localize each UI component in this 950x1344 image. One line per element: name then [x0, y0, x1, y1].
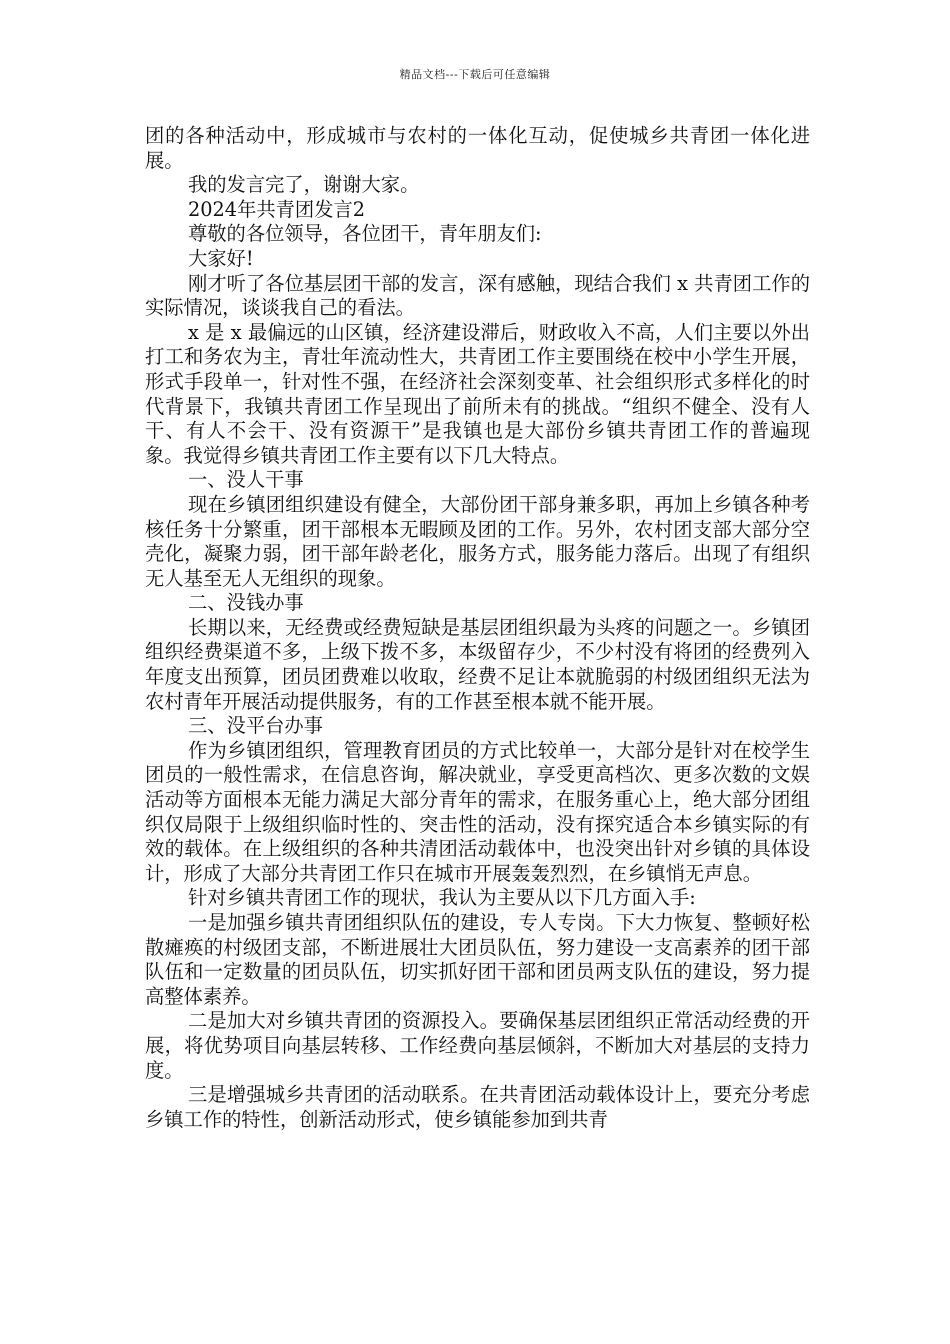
subheading: 二、没钱办事	[188, 591, 304, 615]
document-body	[145, 124, 810, 1132]
paragraph: 刚才听了各位基层团干部的发言，深有感触，现结合我们 x 共青团工作的实际情况，谈谈我自己的看法。	[145, 271, 810, 320]
paragraph: 团的各种活动中，形成城市与农村的一体化互动，促使城乡共青团一体化进展。	[145, 124, 810, 172]
subheading: 一、没人干事	[188, 468, 304, 492]
paragraph: 一是加强乡镇共青团组织队伍的建设，专人专岗。下大力恢复、整顿好松散瘫痪的村级团支部，不断进展壮大团员队伍，努力建设一支高素养的团干部队伍和一定数量的团员队伍，切实抓好团干部和团员两支队伍的建设，努力提高整体素养。	[145, 911, 810, 1008]
paragraph: 作为乡镇团组织，管理教育团员的方式比较单一，大部分是针对在校学生团员的一般性需求，在信息咨询，解决就业，享受更高档次、更多次数的文娱活动等方面根本无能力满足大部分青年的需求，在服务重心上，绝大部分团组织仅局限于上级组织临时性的、突击性的活动，没有探究适合本乡镇实际的有效的载体。在上级组织的各种共清团活动载体中，也没突出针对乡镇的具体设计，形成了大部分共青团工作只在城市开展轰轰烈烈，在乡镇悄无声息。	[145, 738, 810, 885]
paragraph: 二是加大对乡镇共青团的资源投入。要确保基层团组织正常活动经费的开展，将优势项目向基层转移、工作经费向基层倾斜，不断加大对基层的支持力度。	[145, 1009, 810, 1082]
paragraph: 三是增强城乡共青团的活动联系。在共青团活动载体设计上，要充分考虑乡镇工作的特性，创新活动形式，使乡镇能参加到共青	[145, 1083, 810, 1131]
section-heading: 2024年共青团发言2	[188, 197, 366, 221]
page-header: 精品文档---下载后可任意编辑	[399, 68, 551, 81]
paragraph: 针对乡镇共青团工作的现状，我认为主要从以下几方面入手:	[188, 886, 696, 910]
paragraph: 现在乡镇团组织建设有健全，大部份团干部身兼多职，再加上乡镇各种考核任务十分繁重，团干部根本无暇顾及团的工作。另外，农村团支部大部分空壳化，凝聚力弱，团干部年龄老化，服务方式，服务能力落后。出现了有组织无人基至无人无组织的现象。	[145, 492, 810, 590]
paragraph: 长期以来，无经费或经费短缺是基层团组织最为头疼的问题之一。乡镇团组织经费渠道不多，上级下拨不多，本级留存少，不少村没有将团的经费列入年度支出预算，团员团费难以收取，经费不足让本就脆弱的村级团组织无法为农村青年开展活动提供服务，有的工作甚至根本就不能开展。	[145, 615, 810, 713]
paragraph: 尊敬的各位领导，各位团干，青年朋友们:	[188, 222, 542, 246]
paragraph: x 是 x 最偏远的山区镇，经济建设滞后，财政收入不高，人们主要以外出打工和务农为主，青壮年流动性大，共青团工作主要围绕在校中小学生开展，形式手段单一，针对性不强，在经济社会深刻变革、社会组织形式多样化的时代背景下，我镇共青团工作呈现出了前所未有的挑战。“组织不健全、没有人干、有人不会干、没有资源干”是我镇也是大部份乡镇共青团工作的普遍现象。我觉得乡镇共青团工作主要有以下几大特点。	[145, 320, 810, 467]
paragraph: 我的发言完了，谢谢大家。	[188, 173, 420, 197]
paragraph: 大家好!	[188, 246, 254, 270]
subheading: 三、没平台办事	[188, 714, 323, 738]
